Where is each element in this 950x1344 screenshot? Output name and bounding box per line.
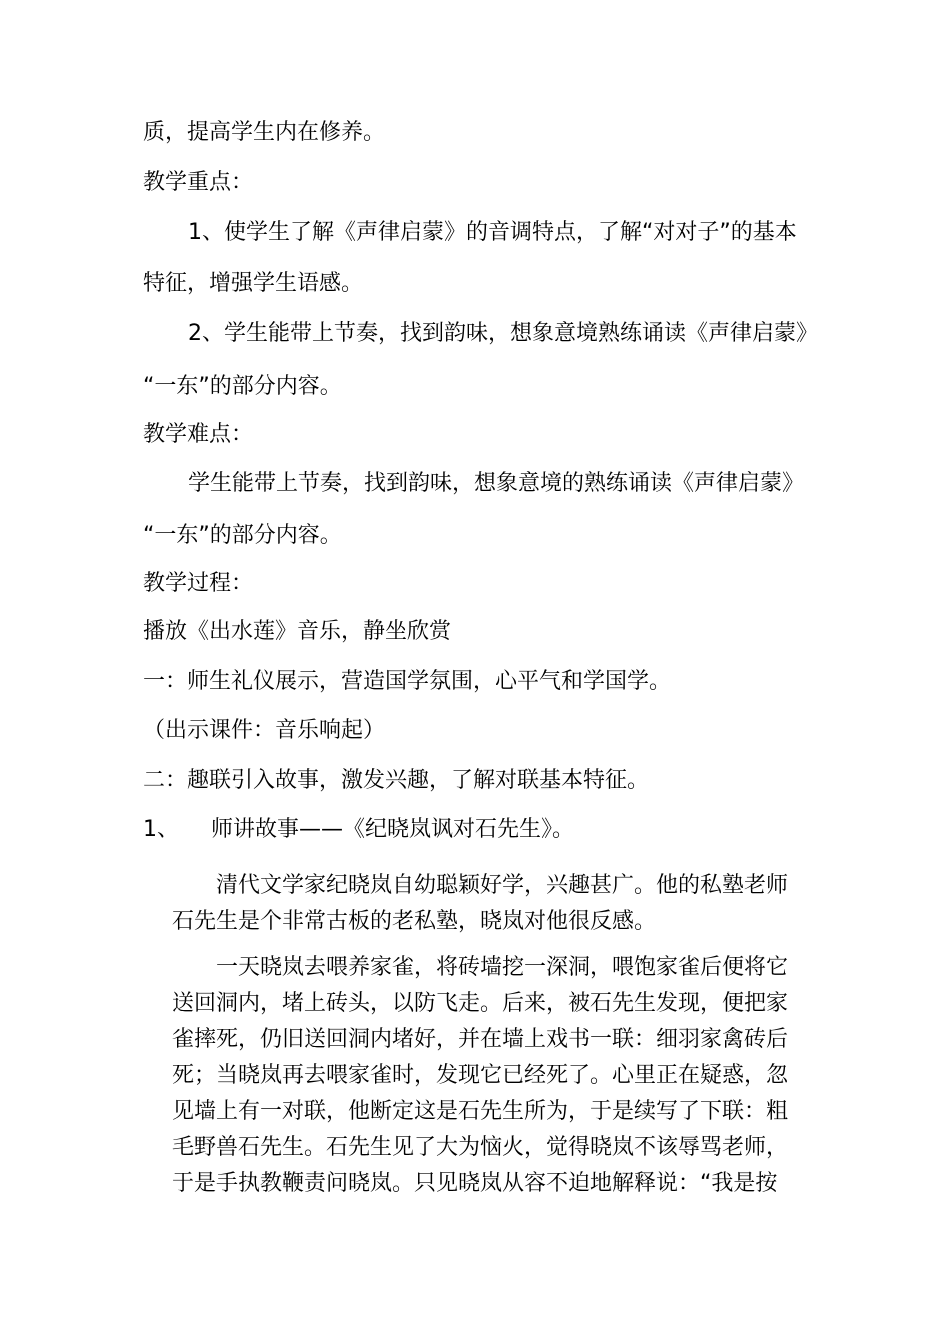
- heading-teaching-difficulty: 教学难点：: [143, 422, 254, 447]
- story-paragraph-1: [172, 868, 812, 940]
- text-line: 一：师生礼仪展示，营造国学氛围，心平气和学国学。: [143, 669, 672, 694]
- story-line: 石先生是个非常古板的老私塾，晓岚对他很反感。: [172, 909, 657, 934]
- story-line: 送回洞内，堵上砖头，以防飞走。后来，被石先生发现，便把家: [172, 991, 789, 1016]
- text-line: （出示课件：音乐响起）: [143, 718, 386, 743]
- text-line: 特征，增强学生语感。: [143, 271, 364, 296]
- text-line: 1、使学生了解《声律启蒙》的音调特点，了解“对对子”的基本: [188, 220, 797, 245]
- text-line: 2、学生能带上节奏，找到韵味，想象意境熟练诵读《声律启蒙》: [188, 321, 818, 346]
- text-line: “一东”的部分内容。: [143, 523, 342, 548]
- text-line: 质，提高学生内在修养。: [143, 120, 386, 145]
- story-line: 清代文学家纪晓岚自幼聪颖好学，兴趣甚广。他的私塾老师: [216, 873, 789, 898]
- list-item-text: 师讲故事——《纪晓岚讽对石先生》。: [211, 817, 575, 842]
- story-line: 见墙上有一对联，他断定这是石先生所为，于是续写了下联：粗: [172, 1099, 789, 1124]
- list-item-number: 1、: [143, 817, 179, 842]
- text-line: 播放《出水莲》音乐，静坐欣赏: [143, 619, 452, 644]
- text-line: 学生能带上节奏，找到韵味，想象意境的熟练诵读《声律启蒙》: [188, 471, 805, 496]
- story-line: 于是手执教鞭责问晓岚。只见晓岚从容不迫地解释说：“我是按: [172, 1171, 778, 1196]
- story-paragraph-2: [172, 950, 812, 1202]
- story-line: 死；当晓岚再去喂家雀时，发现它已经死了。心里正在疑惑，忽: [172, 1063, 789, 1088]
- heading-teaching-process: 教学过程：: [143, 571, 254, 596]
- heading-teaching-focus: 教学重点：: [143, 170, 254, 195]
- text-line: 二：趣联引入故事，激发兴趣，了解对联基本特征。: [143, 768, 650, 793]
- story-line: 一天晓岚去喂养家雀，将砖墙挖一深洞，喂饱家雀后便将它: [216, 955, 789, 980]
- list-item: [143, 815, 574, 845]
- text-line: “一东”的部分内容。: [143, 374, 342, 399]
- story-line: 毛野兽石先生。石先生见了大为恼火，觉得晓岚不该辱骂老师，: [172, 1135, 789, 1160]
- story-line: 雀摔死，仍旧送回洞内堵好，并在墙上戏书一联：细羽家禽砖后: [172, 1027, 789, 1052]
